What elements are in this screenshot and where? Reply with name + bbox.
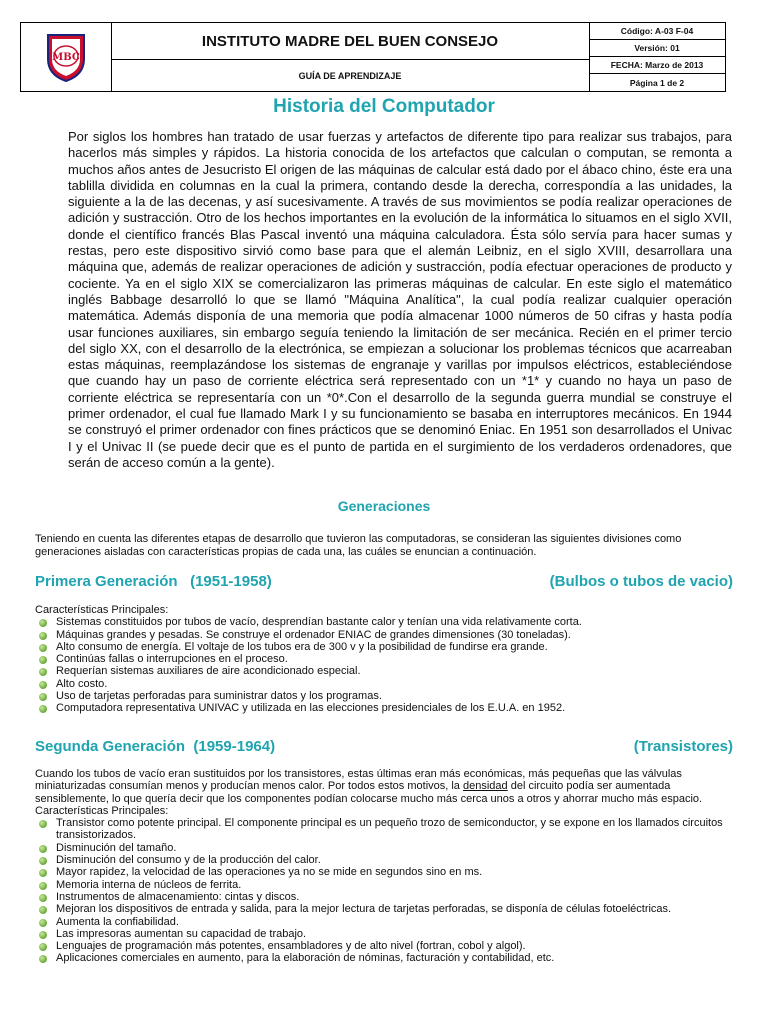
bullet-icon [39, 705, 47, 713]
bullet-icon [39, 955, 47, 963]
logo-cell [21, 23, 112, 91]
bullet-icon [39, 869, 47, 877]
list-item: Mejoran los dispositivos de entrada y salida, para la mejor lectura de tarjetas perforadas, se disponía de células fotoeléctricas. [35, 903, 735, 915]
list-item: Máquinas grandes y pesadas. Se construye el ordenador ENIAC de grandes dimensiones (30 toneladas). [35, 629, 735, 641]
list-item: Disminución del tamaño. [35, 842, 735, 854]
list-item: Instrumentos de almacenamiento: cintas y discos. [35, 891, 735, 903]
bullet-icon [39, 668, 47, 676]
second-generation-list [35, 817, 735, 965]
list-item: Mayor rapidez, la velocidad de las operaciones ya no se mide en segundos sino en ms. [35, 866, 735, 878]
list-item: Computadora representativa UNIVAC y utilizada en las elecciones presidenciales de los E.U.A. en 1952. [35, 702, 735, 714]
first-characteristics-label: Características Principales: [35, 604, 169, 616]
list-item: Disminución del consumo y de la producción del calor. [35, 854, 735, 866]
densidad-link[interactable]: densidad [463, 780, 508, 793]
bullet-icon [39, 693, 47, 701]
document-code: Código: A-03 F-04 [589, 23, 725, 40]
page-number: Página 1 de 2 [629, 77, 685, 88]
document-date: FECHA: Marzo de 2013 [589, 57, 725, 74]
first-generation-title: Primera Generación (1951-1958) [35, 573, 272, 590]
list-item: Uso de tarjetas perforadas para suministrar datos y los programas. [35, 690, 735, 702]
school-crest-logo [44, 31, 88, 83]
bullet-icon [39, 845, 47, 853]
bullet-icon [39, 894, 47, 902]
header-middle [111, 23, 590, 91]
header-meta [589, 23, 725, 91]
generations-lead: Teniendo en cuenta las diferentes etapas de desarrollo que tuvieron las computadoras, se consideran las siguientes divisiones como generaciones aisladas con características propias de cada una, las cuáles se enuncian a continuación. [35, 533, 682, 558]
page-title: Historia del Computador [273, 96, 495, 117]
list-item: Alto consumo de energía. El voltaje de los tubos era de 300 v y la posibilidad de fundirse era grande. [35, 641, 735, 653]
list-item: Sistemas constituidos por tubos de vacío, desprendían bastante calor y tenían una vida relativamente corta. [35, 616, 735, 628]
bullet-icon [39, 656, 47, 664]
list-item: Transistor como potente principal. El componente principal es un pequeño trozo de semiconductor, y se expone en los llamados circuitos transistorizados. [35, 817, 735, 842]
first-generation-tech: (Bulbos o tubos de vacio) [549, 573, 733, 590]
bullet-icon [39, 644, 47, 652]
bullet-icon [39, 882, 47, 890]
first-generation-list [35, 616, 735, 714]
bullet-icon [39, 931, 47, 939]
list-item: Memoria interna de núcleos de ferrita. [35, 879, 735, 891]
bullet-icon [39, 919, 47, 927]
bullet-icon [39, 906, 47, 914]
bullet-icon [39, 632, 47, 640]
second-generation-heading [35, 738, 733, 755]
first-generation-section [35, 604, 735, 715]
second-generation-title: Segunda Generación (1959-1964) [35, 738, 276, 755]
bullet-icon [39, 820, 47, 828]
intro-paragraph: Por siglos los hombres han tratado de usar fuerzas y artefactos de diferente tipo para realizar sus trabajos, para hacerlos más simples y rápidos. La historia conocida de los artefactos que calculan o computan, se remonta a muchos años antes de Jesucristo El origen de las máquinas de calcular está dado por el ábaco chino, éste era una tablilla dividida en columnas en la cual la primera, contando desde la derecha, correspondía a las unidades, la siguiente a la de las decenas, y así sucesivamente. A través de sus movimientos se podía realizar operaciones de adición y sustracción. Otro de los hechos importantes en la evolución de la informática lo situamos en el siglo XVII, donde el científico francés Blas Pascal inventó una máquina calculadora. Ésta sólo servía para hacer sumas y restas, pero este dispositivo sirvió como base para que el alemán Leibniz, en el siglo XVIII, desarrollara una máquina que, además de realizar operaciones de adición y sustracción, podía efectuar operaciones de producto y cociente. Ya en el siglo XIX se comercializaron las primeras máquinas de calcular. En este siglo el matemático inglés Babbage desarrolló lo que se llamó "Máquina Analítica", la cual podía realizar cualquier operación matemática. Además disponía de una memoria que podía almacenar 1000 números de 50 cifras y hasta podía usar funciones auxiliares, sin embargo seguía teniendo la limitación de ser mecánica. Recién en el primer tercio del siglo XX, con el desarrollo de la electrónica, se empiezan a solucionar los problemas técnicos que acarreaban estas máquinas, reemplazándose los sistemas de engranaje y varillas por impulsos eléctricos, estableciéndose que cuando hay un paso de corriente eléctrica será representado con un *1* y cuando no haya un paso de corriente eléctrica se representaría con un *0*.Con el desarrollo de la segunda guerra mundial se construye el primer ordenador, el cual fue llamado Mark I y su funcionamiento se basaba en interruptores mecánicos. En 1944 se construyó el primer ordenador con fines prácticos que se denominó Eniac. En 1951 son desarrollados el Univac I y el Univac II (se puede decir que es el punto de partida en el surgimiento de los verdaderos ordenadores, que serán de acceso común a la gente). [68, 129, 732, 470]
header-table [20, 22, 726, 92]
bullet-icon [39, 619, 47, 627]
list-item: Las impresoras aumentan su capacidad de trabajo. [35, 928, 735, 940]
second-generation-tech: (Transistores) [633, 738, 733, 755]
first-generation-heading [35, 573, 733, 590]
bullet-icon [39, 681, 47, 689]
list-item: Alto costo. [35, 678, 735, 690]
generations-heading: Generaciones [337, 498, 431, 514]
list-item: Requerían sistemas auxiliares de aire acondicionado especial. [35, 665, 735, 677]
list-item: Continúas fallas o interrupciones en el proceso. [35, 653, 735, 665]
list-item: Aplicaciones comerciales en aumento, para la elaboración de nóminas, facturación y contabilidad, etc. [35, 952, 735, 964]
list-item: Aumenta la confiabilidad. [35, 916, 735, 928]
list-item: Lenguajes de programación más potentes, ensambladores y de alto nivel (fortran, cobol y algol). [35, 940, 735, 952]
institution-name: INSTITUTO MADRE DEL BUEN CONSEJO [111, 23, 589, 60]
bullet-icon [39, 857, 47, 865]
bullet-icon [39, 943, 47, 951]
document-version: Versión: 01 [589, 40, 725, 57]
second-generation-intro: Cuando los tubos de vacío eran sustituidos por los transistores, estas últimas eran más económicas, más pequeñas que las válvulas miniaturizadas consumían menos y producían menos calor. Por todos estos motivos, la densidad del circuito podía ser aumentada sensiblemente, lo que quería decir que los componentes podían colocarse mucho más cerca unos a otros y ahorrar mucho más espacio. Características Principales: [35, 768, 703, 817]
second-generation-section [35, 768, 735, 965]
logo-lettering: MBC [52, 52, 80, 63]
guide-subtitle: GUÍA DE APRENDIZAJE [298, 70, 402, 81]
